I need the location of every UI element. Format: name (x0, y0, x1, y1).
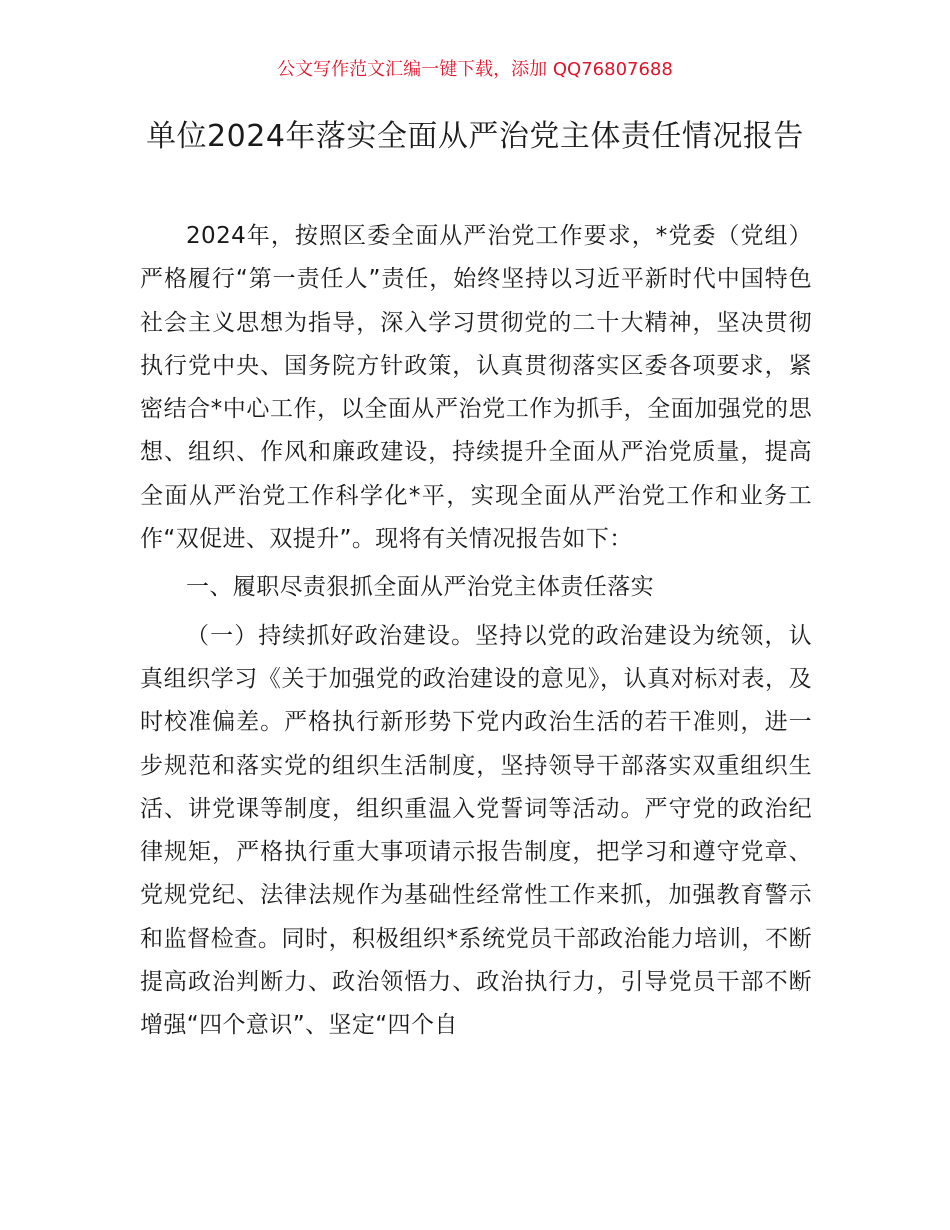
section-heading: 一、履职尽责狠抓全面从严治党主体责任落实 (186, 574, 654, 601)
download-banner: 公文写作范文汇编一键下载，添加 QQ76807688 (277, 59, 673, 80)
document-body (140, 215, 812, 1048)
page-title: 单位2024年落实全面从严治党主体责任情况报告 (146, 119, 804, 154)
intro-paragraph: 2024年，按照区委全面从严治党工作要求，*党委（党组）严格履行“第一责任人”责任，始终坚持以习近平新时代中国特色社会主义思想为指导，深入学习贯彻党的二十大精神，坚决贯彻执行党中央、国务院方针政策，认真贯彻落实区委各项要求，紧密结合*中心工作，以全面从严治党工作为抓手，全面加强党的思想、组织、作风和廉政建设，持续提升全面从严治党质量，提高全面从严治党工作科学化*平，实现全面从严治党工作和业务工作“双促进、双提升”。现将有关情况报告如下： (140, 223, 812, 553)
subsection-paragraph: （一）持续抓好政治建设。坚持以党的政治建设为统领，认真组织学习《关于加强党的政治建设的意见》，认真对标对表，及时校准偏差。严格执行新形势下党内政治生活的若干准则，进一步规范和落实党的组织生活制度，坚持领导干部落实双重组织生活、讲党课等制度，组织重温入党誓词等活动。严守党的政治纪律规矩，严格执行重大事项请示报告制度，把学习和遵守党章、党规党纪、法律法规作为基础性经常性工作来抓，加强教育警示和监督检查。同时，积极组织*系统党员干部政治能力培训，不断提高政治判断力、政治领悟力、政治执行力，引导党员干部不断增强“四个意识”、坚定“四个自 (140, 622, 812, 1039)
